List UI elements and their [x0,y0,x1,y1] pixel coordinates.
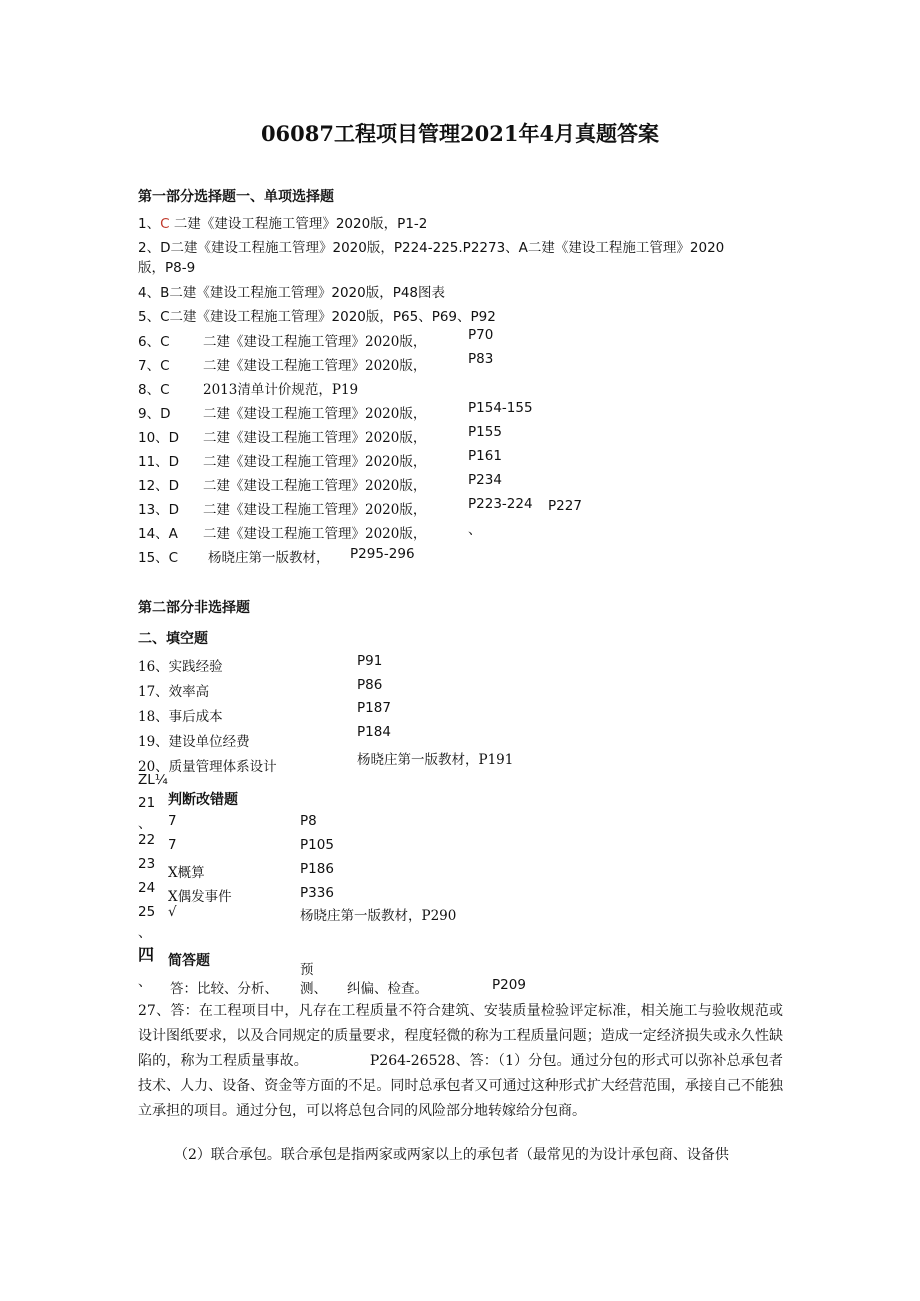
answer-13-num: 13、D [138,502,180,518]
judge-24-num: 24 [138,880,156,896]
judge-23-num: 23 [138,856,156,872]
answer-2-line2: 版，P8-9 [138,260,196,276]
answer-5: 5、C二建《建设工程施工管理》2020版，P65、P69、P92 [138,309,496,325]
short-heading: 简答题 [168,953,210,969]
answer-1-choice: C [160,216,170,232]
fill-18-page: P187 [357,700,391,716]
fill-heading: 二、填空题 [138,631,208,647]
answer-8-num: 8、C [138,382,170,398]
answer-14-page: 、 [468,522,482,538]
q28-text: P264-26528、答：（1）分包。通过分包的形式可以弥补总承包者技术、人力、设备、资金等方面的不足。同时总承包者又可通过这种形式扩大经营范围，承接自己不能独立承担的项目。通过分包，可以将总包合同的风险部分地转嫁给分包商。 [138,1053,783,1119]
answer-13-page: P223-224 [468,496,533,512]
q28-part2: （2）联合承包。联合承包是指两家或两家以上的承包者（最常见的为设计承包商、设备供 [174,1147,729,1163]
fill-17: 17、效率高 [138,684,210,700]
judge-heading: 判断改错题 [168,792,238,808]
judge-21-comma: 、 [138,816,152,832]
answer-11-num: 11、D [138,454,180,470]
answer-2-line1: 2、D二建《建设工程施工管理》2020版，P224-225.P2273、A二建《建设工程施工管理》2020 [138,240,725,256]
q26-pre: 预 [300,962,314,978]
answer-1 [138,212,427,232]
part2-heading: 第二部分非选择题 [138,600,250,616]
answer-10-text: 二建《建设工程施工管理》2020版， [203,430,427,446]
answer-12-text: 二建《建设工程施工管理》2020版， [203,478,427,494]
answer-13-text: 二建《建设工程施工管理》2020版， [203,502,427,518]
judge-23-page: P186 [300,861,334,877]
answer-6-num: 6、C [138,334,170,350]
q26-page: P209 [492,977,526,993]
answer-9-num: 9、D [138,406,171,422]
judge-25-ans: √ [168,904,177,920]
answer-10-num: 10、D [138,430,180,446]
answer-12-num: 12、D [138,478,180,494]
zl-mark: ZL¼ [138,772,168,788]
short-num: 四 [138,945,155,964]
part1-heading: 第一部分选择题一、单项选择题 [138,189,334,205]
answer-14-num: 14、A [138,526,178,542]
judge-21-num: 21 [138,795,156,811]
answer-10-page: P155 [468,424,502,440]
fill-16-page: P91 [357,653,383,669]
fill-20: 20、质量管理体系设计 [138,759,277,775]
judge-24-ans: X偶发事件 [168,889,232,905]
fill-16: 16、实践经验 [138,659,223,675]
q26-answer-b: 测、 [300,981,327,997]
answer-8-text: 2013清单计价规范，P19 [203,382,359,398]
answer-6-text: 二建《建设工程施工管理》2020版， [203,334,427,350]
answer-9-page: P154-155 [468,400,533,416]
answer-12-page: P234 [468,472,502,488]
answer-15-text: 杨晓庄第一版教材， [208,550,330,566]
answer-15-page: P295-296 [350,546,415,562]
fill-20-page: 杨晓庄第一版教材，P191 [357,752,514,768]
answer-15-num: 15、C [138,550,179,566]
judge-23-ans: X概算 [168,865,205,881]
judge-22-ans: 7 [168,837,177,853]
fill-17-page: P86 [357,677,383,693]
answer-1-num: 1、 [138,216,161,232]
q26-answer: 答：比较、分析、 [170,981,278,997]
judge-25-comma: 、 [138,925,152,941]
answer-7-page: P83 [468,351,494,367]
answer-11-text: 二建《建设工程施工管理》2020版， [203,454,427,470]
q26-answer-c: 纠偏、检查。 [347,981,428,997]
fill-18: 18、事后成本 [138,709,223,725]
answer-11-page: P161 [468,448,502,464]
judge-22-page: P105 [300,837,334,853]
answer-7-text: 二建《建设工程施工管理》2020版， [203,358,427,374]
document-title: 06087工程项目管理2021年4月真题答案 [260,121,660,146]
judge-24-page: P336 [300,885,334,901]
answer-7-num: 7、C [138,358,170,374]
judge-21-ans: 7 [168,813,177,829]
answer-6-page: P70 [468,327,494,343]
judge-25-page: 杨晓庄第一版教材，P290 [300,908,457,924]
judge-25-num: 25 [138,904,156,920]
answer-9-text: 二建《建设工程施工管理》2020版， [203,406,427,422]
answer-1-text: 二建《建设工程施工管理》2020版，P1-2 [173,216,428,232]
answer-4: 4、B二建《建设工程施工管理》2020版，P48图表 [138,285,446,301]
q27-text: 27、答：在工程项目中，凡存在工程质量不符合建筑、安装质量检验评定标准，相关施工与验收规范或设计图纸要求，以及合同规定的质量要求，程度轻微的称为工程质量问题；造成一定经济损失或永久性缺陷的，称为工程质量事故。 [138,1003,783,1069]
judge-22-num: 22 [138,832,156,848]
fill-19-page: P184 [357,724,391,740]
answer-13-extra-page: P227 [548,498,582,514]
judge-21-page: P8 [300,813,317,829]
q27-paragraph [138,999,783,1124]
short-comma: 、 [138,974,152,990]
answer-14-text: 二建《建设工程施工管理》2020版， [203,526,427,542]
fill-19: 19、建设单位经费 [138,734,250,750]
